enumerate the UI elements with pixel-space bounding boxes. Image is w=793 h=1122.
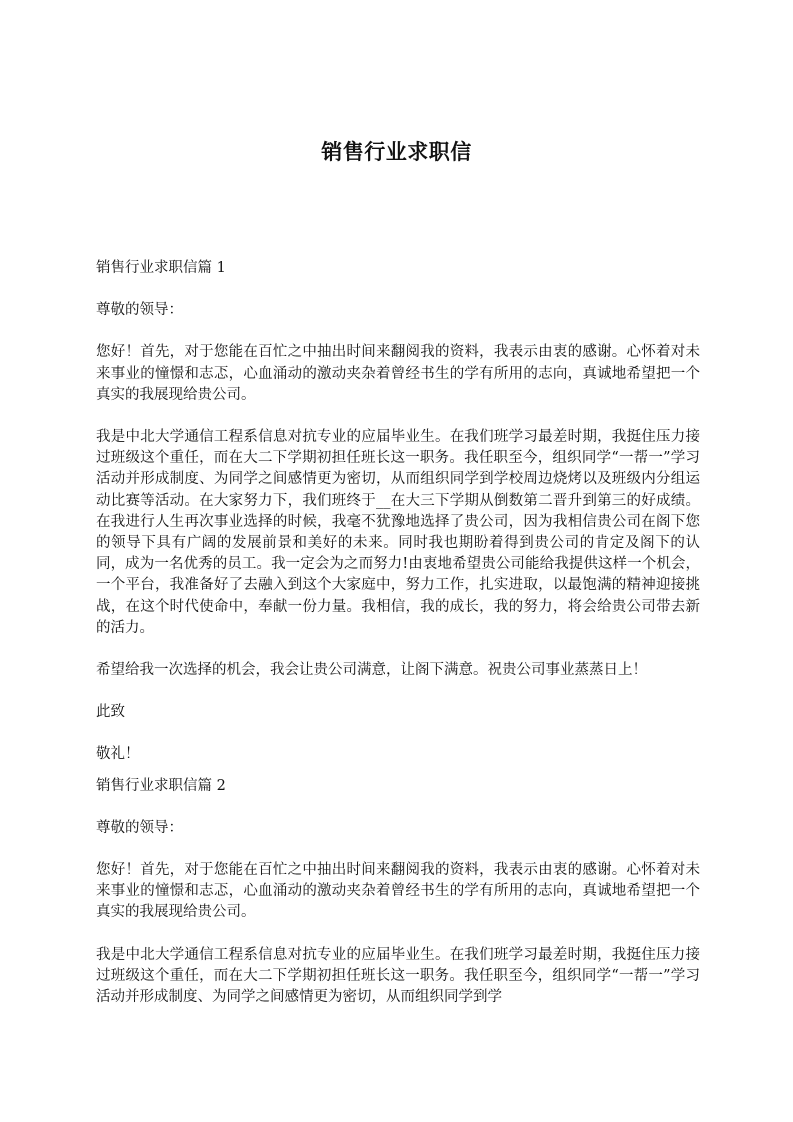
section-heading: 销售行业求职信篇 1 xyxy=(96,260,226,276)
salutation: 尊敬的领导： xyxy=(96,302,183,319)
paragraph: 我是中北大学通信工程系信息对抗专业的应届毕业生。在我们班学习最差时期，我挺住压力接过班级这个重任，而在大二下学期初担任班长这一职务。我任职至今，组织同学“一帮一”学习活动并形成制度、为同学之间感情更为密切，从而组织同学到学校周边烧烤以及班级内分组运动比赛等活动。在大家努力下，我们班终于__在大三下学期从倒数第二晋升到第三的好成绩。在我进行人生再次事业选择的时候，我毫不犹豫地选择了贵公司，因为我相信贵公司在阁下您的领导下具有广阔的发展前景和美好的未来。同时我也期盼着得到贵公司的肯定及阁下的认同，成为一名优秀的员工。我一定会为之而努力!由衷地希望贵公司能给我提供这样一个机会，一个平台，我准备好了去融入到这个大家庭中，努力工作，扎实进取，以最饱满的精神迎接挑战，在这个时代使命中，奉献一份力量。我相信，我的成长，我的努力，将会给贵公司带去新的活力。 xyxy=(96,429,700,636)
paragraph: 您好！首先，对于您能在百忙之中抽出时间来翻阅我的资料，我表示由衷的感谢。心怀着对未来事业的憧憬和志忑，心血涌动的激动夹杂着曾经书生的学有所用的志向，真诚地希望把一个真实的我展现给贵公司。 xyxy=(96,862,700,921)
salutation: 尊敬的领导： xyxy=(96,819,183,836)
document-title: 销售行业求职信 xyxy=(321,140,472,164)
section-heading: 销售行业求职信篇 2 xyxy=(96,777,226,794)
closing-line: 敬礼！ xyxy=(96,746,140,763)
document-body xyxy=(96,258,700,1029)
closing-line: 此致 xyxy=(96,704,125,721)
paragraph: 希望给我一次选择的机会，我会让贵公司满意，让阁下满意。祝贵公司事业蒸蒸日上！ xyxy=(96,662,647,679)
paragraph: 我是中北大学通信工程系信息对抗专业的应届毕业生。在我们班学习最差时期，我挺住压力接过班级这个重任，而在大二下学期初担任班长这一职务。我任职至今，组织同学“一帮一”学习活动并形成制度、为同学之间感情更为密切，从而组织同学到学 xyxy=(96,946,700,1006)
paragraph: 您好！首先，对于您能在百忙之中抽出时间来翻阅我的资料，我表示由衷的感谢。心怀着对未来事业的憧憬和志忑，心血涌动的激动夹杂着曾经书生的学有所用的志向，真诚地希望把一个真实的我展现给贵公司。 xyxy=(96,344,700,403)
